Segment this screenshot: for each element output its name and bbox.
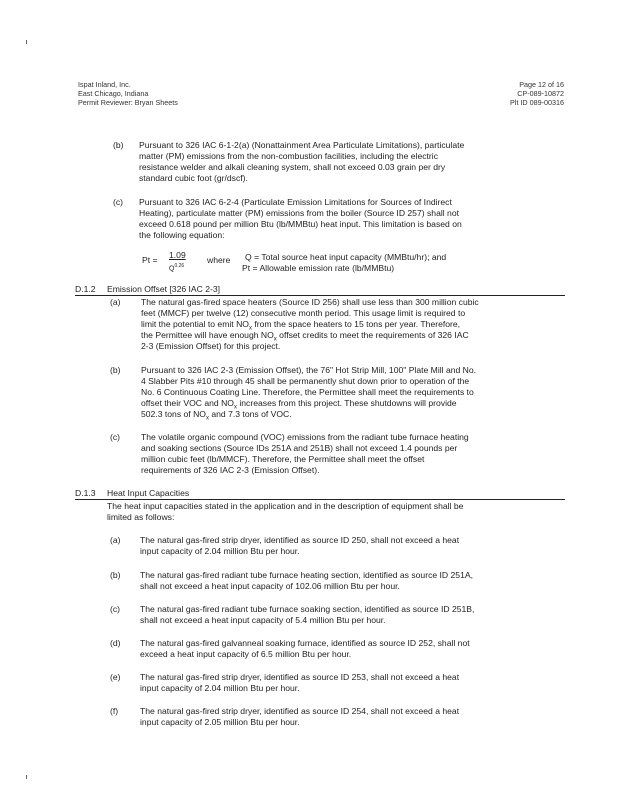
scan-mark: [26, 40, 27, 44]
page-number: Page 12 of 16: [519, 80, 564, 89]
permit-reviewer: Permit Reviewer: Bryan Sheets: [78, 98, 178, 107]
item-text: [141, 365, 571, 420]
item-text: [140, 672, 570, 694]
item-line: standard cubic foot (gr/dscf).: [139, 173, 248, 183]
item-line: feet (MMCF) per twelve (12) consecutive month period. This usage limit is required to: [141, 308, 466, 318]
item-line: exceed 0.618 pound per million Btu (lb/MMBtu) heat input. This limitation is based on: [139, 219, 462, 229]
item-label: (d): [110, 638, 121, 648]
equation-definition-pt: Pt = Allowable emission rate (lb/MMBtu): [242, 263, 395, 273]
intro-line: limited as follows:: [107, 512, 175, 522]
section-number: D.1.2: [75, 284, 96, 294]
item-line: input capacity of 2.05 million Btu per hour.: [140, 717, 300, 727]
item-line: million cubic feet (lb/MMCF). Therefore, the Permittee shall meet the offset: [141, 454, 425, 464]
item-label: (c): [110, 604, 121, 614]
item-label: (c): [110, 432, 121, 442]
item-line: and soaking sections (Source IDs 251A and 251B) shall not exceed 1.4 pounds per: [141, 443, 458, 453]
item-line: No. 6 Continuous Coating Line. Therefore, the Permittee shall meet the requirements to: [141, 387, 474, 397]
item-line: The natural gas-fired space heaters (Source ID 256) shall use less than 300 million cubic: [141, 297, 479, 307]
item-text: [141, 297, 571, 352]
intro-line: The heat input capacities stated in the application and in the description of equipment shall be: [107, 501, 464, 511]
item-text: [140, 535, 570, 557]
item-line: matter (PM) emissions from the non-combustion facilities, including the electric: [139, 151, 438, 161]
section-title: Heat Input Capacities: [107, 488, 190, 498]
item-line: The natural gas-fired radiant tube furnace heating section, identified as source ID 251A,: [140, 570, 473, 580]
header-right: [510, 80, 564, 107]
item-line: The natural gas-fired strip dryer, identified as source ID 254, shall not exceed a heat: [140, 706, 460, 716]
item-line: input capacity of 2.04 million Btu per hour.: [140, 546, 300, 556]
item-label: (a): [110, 297, 121, 307]
item-line: 502.3 tons of $NO_x$ and 7.3 tons of VOC.: [141, 409, 292, 422]
item-line: input capacity of 2.04 million Btu per hour.: [140, 683, 300, 693]
item-text: [141, 432, 571, 476]
item-line: The natural gas-fired strip dryer, identified as source ID 253, shall not exceed a heat: [140, 672, 460, 682]
item-line: offset their VOC and $NO_x$ increases from this project. These shutdowns will provide: [141, 398, 457, 411]
company-name: Ispat Inland, Inc.: [78, 80, 131, 89]
equation-definition-q: Q = Total source heat input capacity (MMBtu/hr); and: [245, 252, 447, 262]
company-location: East Chicago, Indiana: [78, 89, 149, 98]
section-rule: [75, 499, 565, 500]
equation-numerator: 1.09: [169, 250, 186, 260]
item-text: [140, 604, 570, 626]
equation-where: where: [207, 255, 231, 265]
item-line: 4 Slabber Pits #10 through 45 shall be permanently shut down prior to operation of the: [141, 376, 470, 386]
item-line: The natural gas-fired strip dryer, identified as source ID 250, shall not exceed a heat: [140, 535, 460, 545]
item-label: (e): [110, 672, 121, 682]
equation-lhs: Pt =: [142, 255, 158, 265]
item-label: (c): [113, 197, 124, 207]
item-line: shall not exceed a heat input capacity of 102.06 million Btu per hour.: [140, 581, 400, 591]
section-intro: [107, 501, 569, 523]
permit-number: CP-089-10872: [517, 89, 564, 98]
item-line: 2-3 (Emission Offset) for this project.: [141, 341, 281, 351]
header-left: [78, 80, 178, 107]
item-label: (b): [110, 365, 121, 375]
item-line: limit the potential to emit $NO_x$ from the space heaters to 15 tons per year. Therefore,: [141, 319, 461, 332]
section-heading-d13: [75, 488, 565, 499]
item-line: exceed a heat input capacity of 6.5 million Btu per hour.: [140, 649, 352, 659]
item-label: (a): [110, 535, 121, 545]
item-line: the Permittee will have enough $NO_x$ offset credits to meet the requirements of 326 IAC: [141, 330, 469, 343]
section-rule: [75, 295, 565, 296]
item-label: (f): [110, 706, 119, 716]
item-label: (b): [113, 140, 124, 150]
section-number: D.1.3: [75, 488, 96, 498]
item-line: The volatile organic compound (VOC) emissions from the radiant tube furnace heating: [141, 432, 469, 442]
section-title: Emission Offset [326 IAC 2-3]: [107, 284, 221, 294]
item-line: Pursuant to 326 IAC 6-2-4 (Particulate Emission Limitations for Sources of Indirect: [139, 197, 452, 207]
item-label: (b): [110, 570, 121, 580]
item-line: Heating), particulate matter (PM) emissions from the boiler (Source ID 257) shall not: [139, 208, 460, 218]
item-text: [139, 140, 569, 184]
section-heading-d12: [75, 284, 565, 295]
item-text: [139, 197, 569, 241]
item-line: the following equation:: [139, 230, 225, 240]
scan-mark: [26, 775, 27, 779]
plant-id: Plt ID 089-00316: [510, 98, 564, 107]
item-line: resistance welder and alkali cleaning system, shall not exceed 0.03 grain per dry: [139, 162, 446, 172]
item-line: Pursuant to 326 IAC 6-1-2(a) (Nonattainment Area Particulate Limitations), particulate: [139, 140, 465, 150]
emission-equation: [139, 252, 559, 278]
item-line: Pursuant to 326 IAC 2-3 (Emission Offset), the 76" Hot Strip Mill, 100" Plate Mill and No.: [141, 365, 477, 375]
item-line: The natural gas-fired galvanneal soaking furnace, identified as source ID 252, shall not: [140, 638, 470, 648]
item-line: shall not exceed a heat input capacity of 5.4 million Btu per hour.: [140, 615, 386, 625]
item-text: [140, 570, 570, 592]
equation-denominator: $Q^{0.26}$: [169, 263, 185, 273]
item-text: [140, 638, 570, 660]
item-line: requirements of 326 IAC 2-3 (Emission Offset).: [141, 465, 320, 475]
item-line: The natural gas-fired radiant tube furnace soaking section, identified as source ID 251B,: [140, 604, 475, 614]
item-text: [140, 706, 570, 728]
